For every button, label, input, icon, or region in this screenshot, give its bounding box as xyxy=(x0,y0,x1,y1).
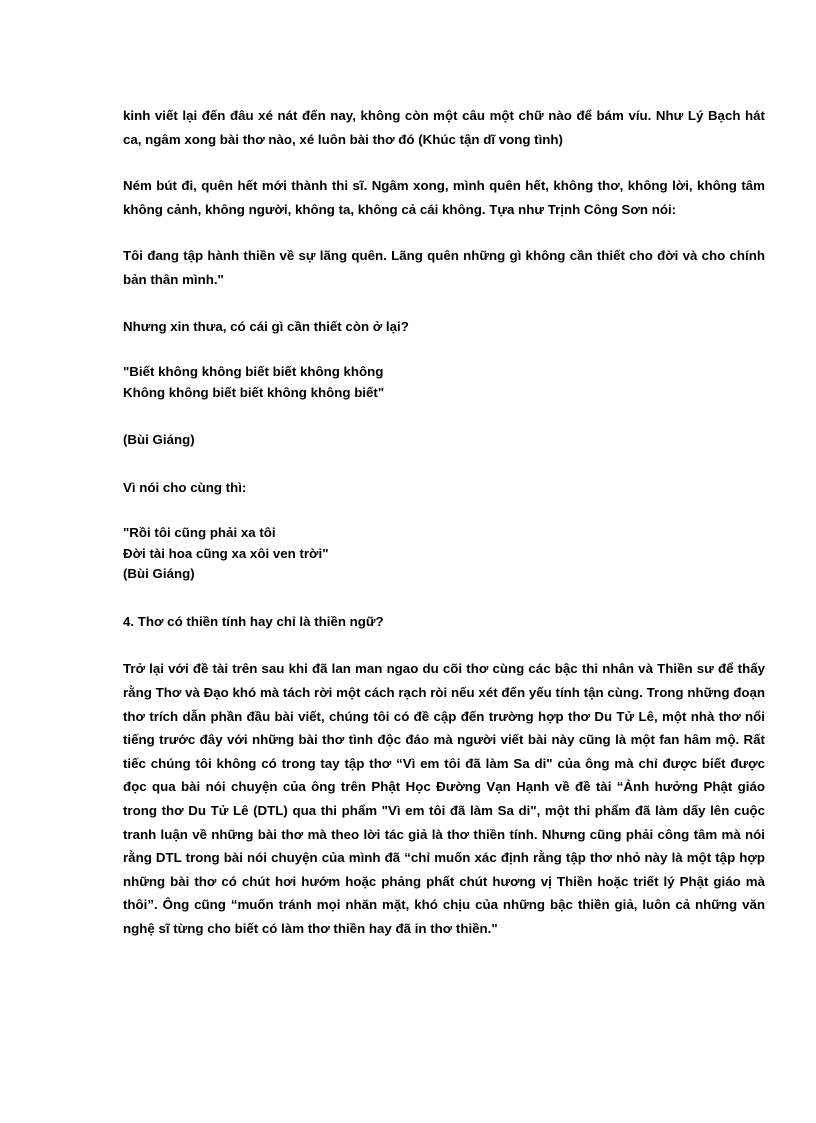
paragraph-nem-but: Ném bút đi, quên hết mới thành thi sĩ. Ngâm xong, mình quên hết, không thơ, không lời, không tâm không cảnh, không người, không ta, không cả cái không. Tựa như Trịnh Công Sơn nói: xyxy=(123,178,765,217)
verse-line: Đời tài hoa cũng xa xôi ven trời" xyxy=(123,545,329,561)
verse-line: "Biết không không biết biết không không xyxy=(123,364,384,380)
section-heading-4: 4. Thơ có thiền tính hay chỉ là thiền ngữ? xyxy=(123,613,384,629)
attribution-bui-giang: (Bùi Giáng) xyxy=(123,432,195,448)
verse-bui-giang-1 xyxy=(123,362,765,403)
verse-line: "Rồi tôi cũng phải xa tôi xyxy=(123,525,276,541)
document-page xyxy=(123,104,765,964)
verse-bui-giang-2 xyxy=(123,523,765,585)
verse-attribution: (Bùi Giáng) xyxy=(123,566,195,582)
verse-line: Không không biết biết không không biết" xyxy=(123,384,385,400)
paragraph-vi-noi: Vì nói cho cùng thì: xyxy=(123,479,247,495)
paragraph-du-tu-le: Trở lại với đề tài trên sau khi đã lan man ngao du cõi thơ cùng các bậc thi nhân và Thiền sư để thấy rằng Thơ và Đạo khó mà tách rời một cách rạch ròi nếu xét đến yếu tính tận cùng. Trong những đoạn thơ trích dẫn phần đầu bài viết, chúng tôi có đề cập đến trường hợp thơ Du Tử Lê, một nhà thơ nổi tiếng trước đây với những bài thơ tình độc đáo mà người viết bài này cũng là một fan hâm mộ. Rất tiếc chúng tôi không có trong tay tập thơ “Vì em tôi đã làm Sa di" của ông mà chỉ được biết được đọc qua bài nói chuyện của ông trên Phật Học Đường Vạn Hạnh về đề tài “Ảnh hưởng Phật giáo trong thơ Du Tử Lê (DTL) qua thi phẩm "Vì em tôi đã làm Sa di", một thi phẩm đã làm dấy lên cuộc tranh luận về những bài thơ mà theo lời tác giả là thơ thiền tính. Nhưng cũng phải công tâm mà nói rằng DTL trong bài nói chuyện của mình đã “chỉ muốn xác định rằng tập thơ nhỏ này là một tập hợp những bài thơ có chút hơi hướm hoặc phảng phất chút hương vị Thiền hoặc triết lý Phật giáo mà thôi”. Ông cũng “muốn tránh mọi nhăn mặt, khó chịu của những bậc thiền giả, luôn cả những văn nghệ sĩ từng cho biết có làm thơ thiền hay đã in thơ thiền." xyxy=(123,661,765,936)
paragraph-trinh-cong-son-quote: Tôi đang tập hành thiền về sự lãng quên. Lãng quên những gì không cần thiết cho đời và cho chính bản thân mình." xyxy=(123,248,765,287)
paragraph-question: Nhưng xin thưa, có cái gì cần thiết còn ở lại? xyxy=(123,318,409,334)
paragraph-li-bach: kinh viết lại đến đâu xé nát đến nay, không còn một câu một chữ nào để bám víu. Như Lý Bạch hát ca, ngâm xong bài thơ nào, xé luôn bài thơ đó (Khúc tận dĩ vong tình) xyxy=(123,108,765,147)
